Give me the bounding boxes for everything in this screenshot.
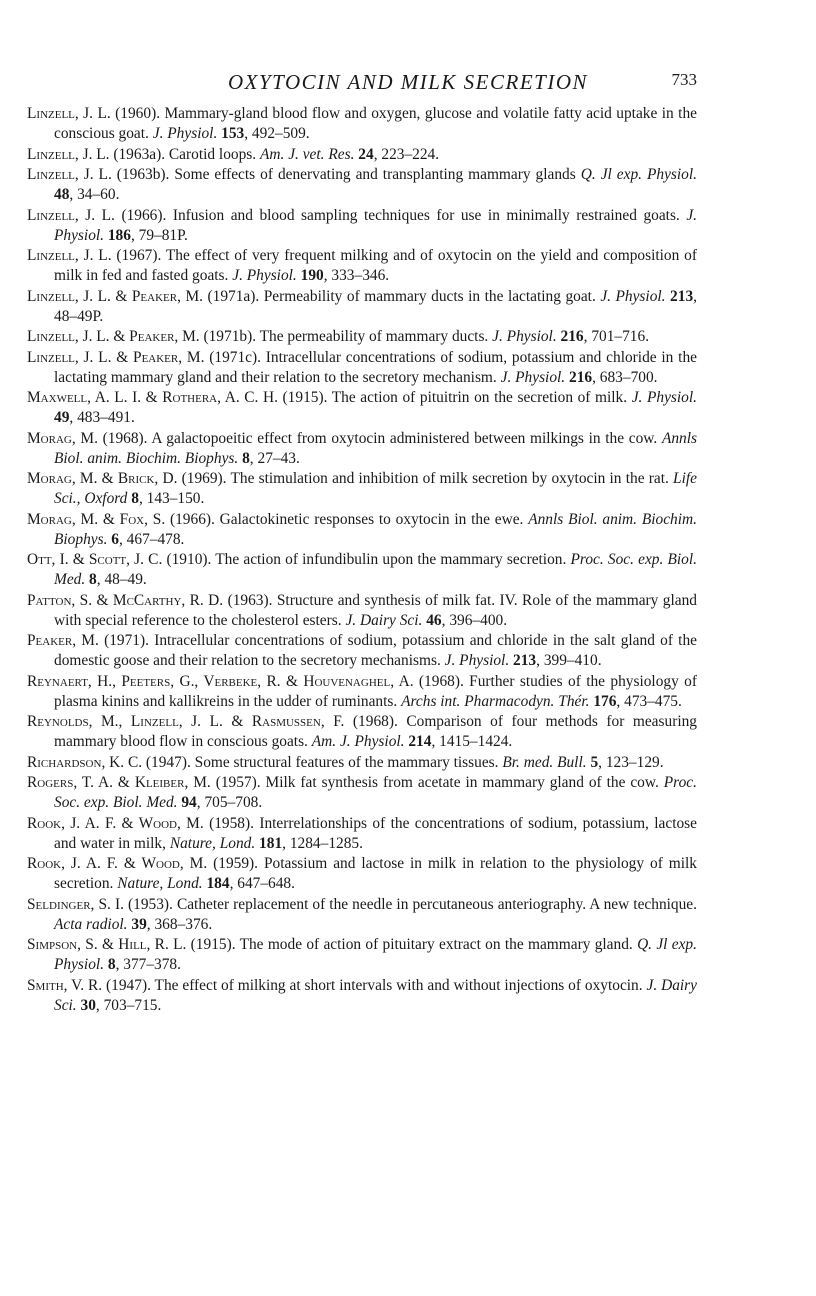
reference-entry: Smith, V. R. (1947). The effect of milking at short intervals with and without injections of oxytocin. J. Dairy Sci. 30, 703–715. bbox=[27, 976, 698, 1014]
reference-list bbox=[27, 104, 697, 1016]
reference-entry: Ott, I. & Scott, J. C. (1910). The action of infundibulin upon the mammary secretion. Proc. Soc. exp. Biol. Med. 8, 48–49. bbox=[27, 551, 697, 588]
reference-entry: Linzell, J. L. (1960). Mammary-gland blood flow and oxygen, glucose and volatile fatty acid uptake in the conscious goat. J. Physiol. 153, 492–509. bbox=[27, 105, 697, 142]
reference-entry: Simpson, S. & Hill, R. L. (1915). The mode of action of pituitary extract on the mammary gland. Q. Jl exp. Physiol. 8, 377–378. bbox=[27, 936, 697, 973]
reference-entry: Linzell, J. L. & Peaker, M. (1971c). Intracellular concentrations of sodium, potassium and chloride in the lactating mammary gland and their relation to the secretory mechanism. J. Physiol. 216, 683–700. bbox=[27, 348, 697, 386]
reference-entry: Rook, J. A. F. & Wood, M. (1958). Interrelationships of the concentrations of sodium, potassium, lactose and water in milk, Nature, Lond. 181, 1284–1285. bbox=[27, 814, 697, 852]
running-header bbox=[0, 70, 816, 94]
reference-entry: Reynolds, M., Linzell, J. L. & Rasmussen, F. (1968). Comparison of four methods for measuring mammary blood flow in conscious goats. Am. J. Physiol. 214, 1415–1424. bbox=[27, 713, 697, 750]
reference-entry: Morag, M. & Brick, D. (1969). The stimulation and inhibition of milk secretion by oxytocin in the rat. Life Sci., Oxford 8, 143–150. bbox=[27, 470, 697, 507]
reference-entry: Seldinger, S. I. (1953). Catheter replacement of the needle in percutaneous anteriography. A new technique. Acta radiol. 39, 368–376. bbox=[27, 895, 697, 933]
running-title: OXYTOCIN AND MILK SECRETION bbox=[227, 70, 589, 94]
reference-entry: Maxwell, A. L. I. & Rothera, A. C. H. (1915). The action of pituitrin on the secretion of milk. J. Physiol. 49, 483–491. bbox=[27, 389, 697, 426]
reference-entry: Linzell, J. L. (1967). The effect of very frequent milking and of oxytocin on the yield and composition of milk in fed and fasted goats. J. Physiol. 190, 333–346. bbox=[27, 247, 698, 284]
reference-entry: Patton, S. & McCarthy, R. D. (1963). Structure and synthesis of milk fat. IV. Role of the mammary gland with special reference to the cholesterol esters. J. Dairy Sci. 46, 396–400. bbox=[27, 591, 697, 629]
reference-entry: Linzell, J. L. (1966). Infusion and blood sampling techniques for use in minimally restrained goats. J. Physiol. 186, 79–81P. bbox=[27, 206, 698, 244]
reference-entry: Rogers, T. A. & Kleiber, M. (1957). Milk fat synthesis from acetate in mammary gland of the cow. Proc. Soc. exp. Biol. Med. 94, 705–708. bbox=[27, 774, 697, 811]
reference-entry: Linzell, J. L. & Peaker, M. (1971a). Permeability of mammary ducts in the lactating goat. J. Physiol. 213, 48–49P. bbox=[27, 287, 697, 325]
reference-entry: Linzell, J. L. (1963a). Carotid loops. Am. J. vet. Res. 24, 223–224. bbox=[27, 145, 440, 163]
reference-entry: Linzell, J. L. (1963b). Some effects of denervating and transplanting mammary glands Q. Jl exp. Physiol. 48, 34–60. bbox=[27, 166, 697, 203]
page-number: 733 bbox=[671, 70, 697, 89]
reference-entry: Linzell, J. L. & Peaker, M. (1971b). The permeability of mammary ducts. J. Physiol. 216, 701–716. bbox=[27, 328, 650, 345]
reference-entry: Morag, M. & Fox, S. (1966). Galactokinetic responses to oxytocin in the ewe. Annls Biol. anim. Biochim. Biophys. 6, 467–478. bbox=[27, 510, 697, 548]
reference-entry: Peaker, M. (1971). Intracellular concentrations of sodium, potassium and chloride in the salt gland of the domestic goose and their relation to the secretory mechanisms. J. Physiol. 213, 399–410. bbox=[27, 632, 697, 669]
reference-entry: Richardson, K. C. (1947). Some structural features of the mammary tissues. Br. med. Bull. 5, 123–129. bbox=[27, 753, 664, 771]
reference-entry: Rook, J. A. F. & Wood, M. (1959). Potassium and lactose in milk in relation to the physiology of milk secretion. Nature, Lond. 184, 647–648. bbox=[27, 855, 697, 892]
reference-entry: Reynaert, H., Peeters, G., Verbeke, R. & Houvenaghel, A. (1968). Further studies of the physiology of plasma kinins and kallikreins in the udder of ruminants. Archs int. Pharmacodyn. Thér. 176, 473–475. bbox=[27, 672, 697, 710]
reference-entry: Morag, M. (1968). A galactopoeitic effect from oxytocin administered between milkings in the cow. Annls Biol. anim. Biochim. Biophys. 8, 27–43. bbox=[27, 429, 697, 467]
